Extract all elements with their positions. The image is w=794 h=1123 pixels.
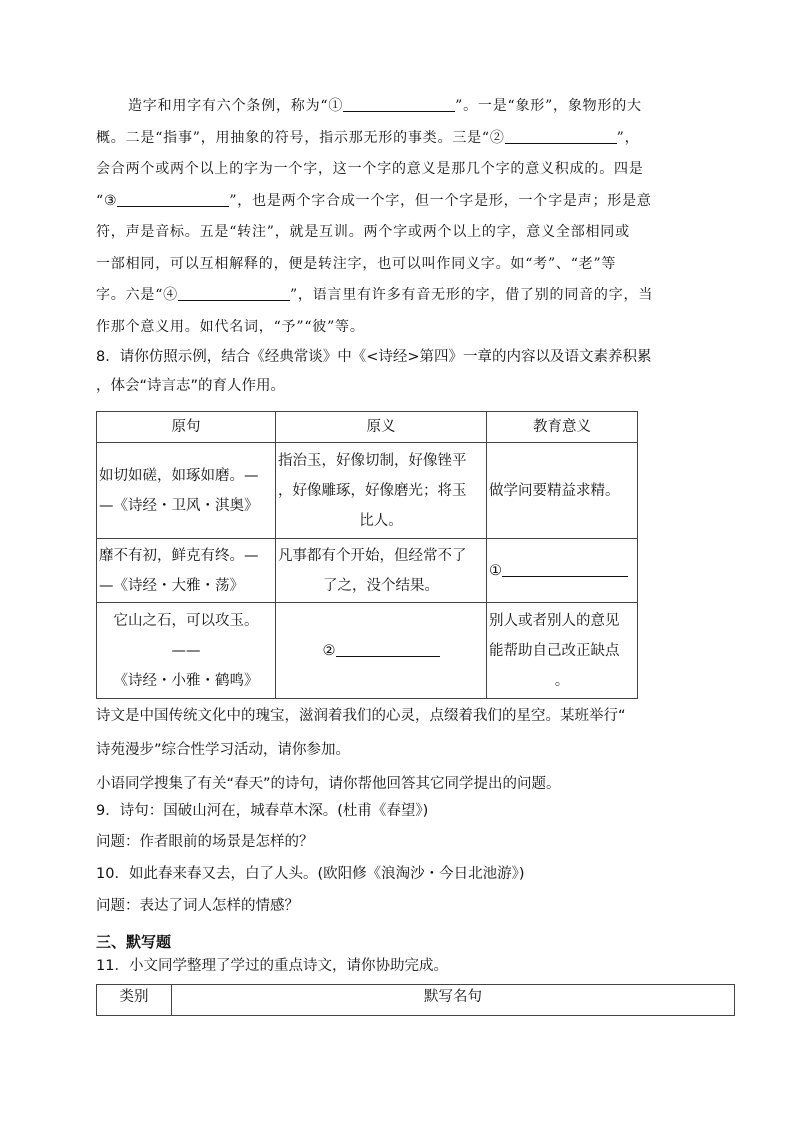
six-scripts-paragraph xyxy=(96,91,716,343)
cell-line: 如切如磋，如琢如磨。— xyxy=(99,467,259,484)
paragraph-text: ”，语言里有许多有音无形的字，借了别的同音的字，当 xyxy=(289,287,654,303)
sentence-cell xyxy=(97,603,276,699)
paragraph-line: 一部相同，可以互相解释的，便是转注字，也可以叫作同义字。如“考”、“老”等 xyxy=(96,255,617,272)
paragraph-line: 作那个意义用。如代名词，“予”“彼”等。 xyxy=(96,318,365,335)
paragraph-text: “③ xyxy=(96,192,118,209)
cell-line: 凡事都有个开始，但经常不了 xyxy=(278,547,467,564)
paragraph-line: 符，声是音标。五是“转注”，就是互训。两个字或两个以上的字，意义全部相同或 xyxy=(96,224,630,240)
answer-blank-table-1[interactable] xyxy=(502,562,628,577)
cell-line: —《诗经・大雅・荡》 xyxy=(99,577,244,594)
intro-line: 小语同学搜集了有关“春天”的诗句，请你帮他回答其它同学提出的问题。 xyxy=(96,776,561,792)
cell-line: 靡不有初，鲜克有终。— xyxy=(99,547,259,564)
header-cell: 类别 xyxy=(97,985,172,1016)
blank-label: ① xyxy=(489,562,502,579)
education-cell: 做学问要精益求精。 xyxy=(487,443,638,539)
cell-line: 指治玉，好像切制，好像锉平 xyxy=(278,452,467,469)
table-row xyxy=(97,443,638,539)
intro-line: 诗文是中国传统文化中的瑰宝，滋润着我们的心灵，点缀着我们的星空。某班举行“ xyxy=(96,708,626,724)
paragraph-line xyxy=(96,123,716,155)
answer-blank-table-2[interactable] xyxy=(336,642,440,657)
meaning-cell xyxy=(276,603,487,699)
education-cell xyxy=(487,539,638,603)
question-9-question: 问题：作者眼前的场景是怎样的？ xyxy=(96,834,314,850)
cell-line: —《诗经・卫风・淇奥》 xyxy=(99,497,259,514)
question-9-poem: 9．诗句：国破山河在，城春草木深。(杜甫《春望》) xyxy=(96,803,429,819)
cell-line: ，好像雕琢，好像磨光；将玉 xyxy=(278,482,467,499)
header-cell: 原义 xyxy=(276,412,487,443)
question-10-poem: 10．如此春来春又去，白了人头。(欧阳修《浪淘沙・今日北池游》) xyxy=(96,866,525,882)
education-cell xyxy=(487,603,638,699)
cell-line: 它山之石，可以攻玉。 xyxy=(113,612,259,629)
answer-blank-1[interactable] xyxy=(343,97,455,112)
paragraph-text: 造字和用字有六个条例，称为“① xyxy=(128,98,344,114)
meaning-cell xyxy=(276,443,487,539)
cell-line: 比人。 xyxy=(359,512,403,529)
table-header-row xyxy=(97,412,638,443)
blank-label: ② xyxy=(322,642,336,659)
meaning-cell xyxy=(276,539,487,603)
cell-line: 。 xyxy=(554,672,570,689)
poetry-education-table xyxy=(96,411,638,699)
question-10-question: 问题：表达了词人怎样的情感？ xyxy=(96,898,299,914)
section-heading: 三、默写题 xyxy=(96,933,172,951)
table-row xyxy=(97,603,638,699)
paragraph-text: 字。六是“④ xyxy=(96,287,178,303)
answer-blank-3[interactable] xyxy=(117,192,229,207)
dictation-table xyxy=(96,984,735,1016)
header-cell: 教育意义 xyxy=(487,412,638,443)
question-11: 11．小文同学整理了学过的重点诗文，请你协助完成。 xyxy=(96,958,448,974)
paragraph-text: ”。一是“象形”，象物形的大 xyxy=(455,98,642,114)
cell-line: 了之，没个结果。 xyxy=(323,577,439,594)
paragraph-line xyxy=(96,186,716,218)
paragraph-text: ”， xyxy=(616,129,640,146)
answer-blank-2[interactable] xyxy=(505,129,617,144)
cell-line: 别人或者别人的意见 xyxy=(489,612,620,629)
paragraph-text: ”，也是两个字合成一个字，但一个字是形，一个字是声；形是意 xyxy=(229,192,652,209)
question-8-line: ，体会“诗言志”的育人作用。 xyxy=(96,378,286,394)
paragraph-line xyxy=(96,280,716,312)
header-cell: 默写名句 xyxy=(172,985,735,1016)
sentence-cell xyxy=(97,443,276,539)
table-row xyxy=(97,539,638,603)
question-8 xyxy=(96,343,736,401)
table-header-row xyxy=(97,985,735,1016)
question-8-line: 8．请你仿照示例，结合《经典常谈》中《<诗经>第四》一章的内容以及语文素养积累 xyxy=(96,349,652,365)
sentence-cell xyxy=(97,539,276,603)
cell-line: —— xyxy=(171,642,201,659)
paragraph-text: 概。二是“指事”，用抽象的符号，指示那无形的事类。三是“② xyxy=(96,129,505,146)
paragraph-line: 会合两个或两个以上的字为一个字，这一个字的意义是那几个字的意义积成的。四是 xyxy=(96,161,644,177)
cell-line: 能帮助自己改正缺点 xyxy=(489,642,620,659)
answer-blank-4[interactable] xyxy=(178,286,290,301)
paragraph-line xyxy=(96,91,716,123)
header-cell: 原句 xyxy=(97,412,276,443)
intro-line: 诗苑漫步”综合性学习活动，请你参加。 xyxy=(96,742,351,758)
cell-line: 《诗经・小雅・鹤鸣》 xyxy=(113,672,259,689)
